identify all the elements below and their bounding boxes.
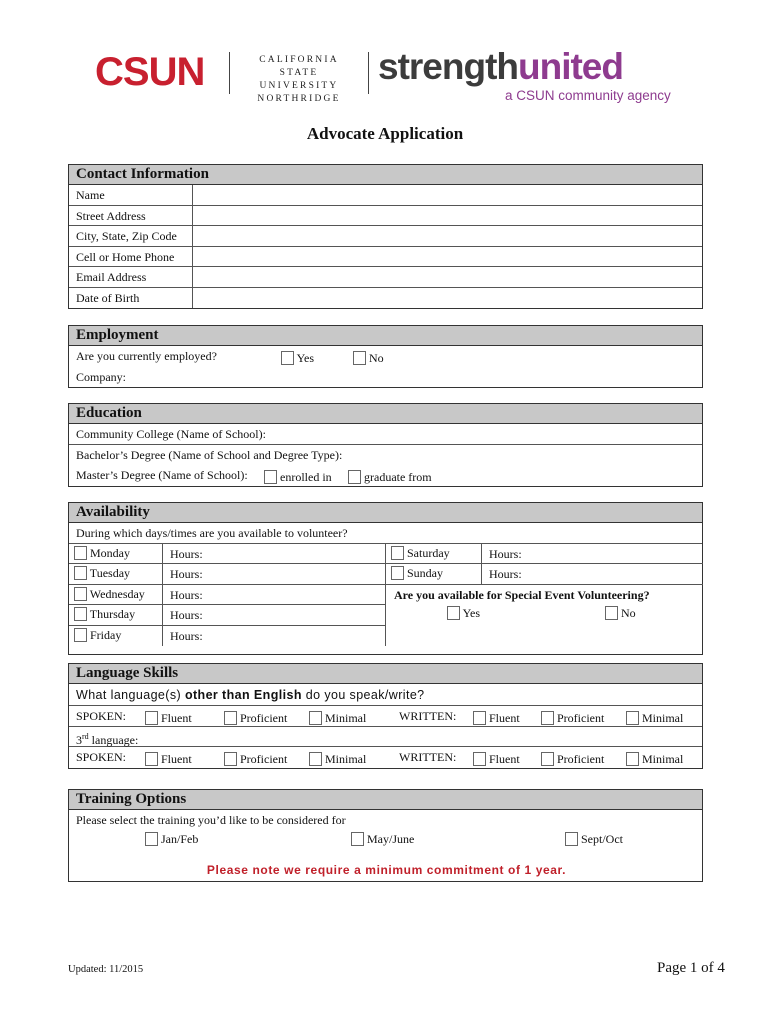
availability-section <box>68 502 703 655</box>
cal-state-wordmark <box>238 54 360 106</box>
training-label: Jan/Feb <box>161 832 199 846</box>
spoken-label: SPOKEN: <box>76 750 127 764</box>
day-label: Thursday <box>89 607 136 621</box>
email-input[interactable] <box>193 267 702 287</box>
language-question-row <box>69 684 702 706</box>
language-section <box>68 663 703 769</box>
training-prompt-row <box>69 810 702 831</box>
section-heading: Training Options <box>69 790 702 810</box>
logo-divider <box>229 52 230 94</box>
spoken-fluent-checkbox[interactable] <box>145 711 158 725</box>
special-no-checkbox[interactable] <box>605 606 618 620</box>
saturday-hours[interactable] <box>482 544 703 565</box>
company-label: Company: <box>76 369 126 384</box>
special-yes-checkbox[interactable] <box>447 606 460 620</box>
question-text: What language(s) <box>76 688 185 702</box>
training-section <box>68 789 703 882</box>
training-option <box>565 832 623 847</box>
option-label: Yes <box>462 605 481 620</box>
level-label: Proficient <box>557 711 605 725</box>
employment-question-row <box>69 346 702 367</box>
sunday-checkbox[interactable] <box>391 566 404 580</box>
section-heading: Language Skills <box>69 664 702 684</box>
employed-yes-checkbox[interactable] <box>281 351 294 365</box>
wednesday-hours[interactable] <box>163 585 386 606</box>
level-label: Proficient <box>240 752 288 766</box>
third-language-label <box>76 733 138 747</box>
cal-state-line: CALIFORNIA <box>259 55 339 65</box>
level-label: Proficient <box>557 752 605 766</box>
written-fluent-checkbox[interactable] <box>473 711 486 725</box>
day-label: Friday <box>90 627 122 642</box>
field-label: Cell or Home Phone <box>69 247 193 267</box>
field-label: Date of Birth <box>69 288 193 309</box>
company-row[interactable] <box>69 367 702 388</box>
day-option <box>74 628 121 643</box>
csun-logo: CSUN <box>95 50 205 94</box>
level-label: Fluent <box>489 752 520 766</box>
day-label: Sunday <box>407 566 443 580</box>
level-option <box>309 708 366 728</box>
availability-question-row <box>69 523 702 544</box>
day-cell <box>69 605 163 626</box>
level-option <box>224 749 287 769</box>
spoken-minimal-checkbox[interactable] <box>309 752 322 766</box>
day-option <box>391 546 450 561</box>
option-label: graduate from <box>364 470 432 484</box>
third-rest: language: <box>88 732 139 747</box>
community-college-row[interactable] <box>69 424 702 445</box>
day-label: Monday <box>90 545 130 560</box>
thursday-checkbox[interactable] <box>74 607 87 621</box>
monday-hours[interactable] <box>163 544 386 565</box>
spoken-minimal-checkbox[interactable] <box>309 711 322 725</box>
special-yes-option <box>447 606 480 621</box>
level-label: Proficient <box>240 711 288 725</box>
cal-state-line: NORTHRIDGE <box>257 94 341 104</box>
training-label: Sept/Oct <box>581 832 623 846</box>
contact-row <box>69 247 702 268</box>
level-option <box>473 749 520 769</box>
third-num: 3 <box>76 732 82 747</box>
may-june-checkbox[interactable] <box>351 832 364 846</box>
level-option <box>541 708 604 728</box>
date-of-birth-input[interactable] <box>193 288 702 309</box>
employed-no-option <box>353 348 384 368</box>
field-label: Street Address <box>69 206 193 226</box>
level-option <box>541 749 604 769</box>
contact-row <box>69 185 702 206</box>
hours-label: Hours: <box>170 587 203 602</box>
section-heading: Employment <box>69 326 702 346</box>
training-option <box>351 832 414 847</box>
day-cell <box>69 564 163 585</box>
day-option <box>391 566 443 581</box>
written-minimal-checkbox[interactable] <box>626 711 639 725</box>
graduate-checkbox[interactable] <box>348 470 361 484</box>
written-label: WRITTEN: <box>399 709 457 723</box>
tuesday-checkbox[interactable] <box>74 566 87 580</box>
hours-label: Hours: <box>489 546 522 561</box>
language-row-2 <box>69 747 702 768</box>
page-title: Advocate Application <box>306 124 464 143</box>
masters-label: Master’s Degree (Name of School): <box>76 468 248 482</box>
section-heading: Contact Information <box>69 165 702 185</box>
street-address-input[interactable] <box>193 206 702 226</box>
language-row-1 <box>69 706 702 727</box>
special-event-question: Are you available for Special Event Volunteering? <box>394 587 650 602</box>
written-proficient-checkbox[interactable] <box>541 711 554 725</box>
contact-row <box>69 267 702 288</box>
masters-row <box>69 465 702 486</box>
employed-yes-option <box>281 348 314 368</box>
spoken-fluent-checkbox[interactable] <box>145 752 158 766</box>
sunday-hours[interactable] <box>482 564 703 585</box>
sept-oct-checkbox[interactable] <box>565 832 578 846</box>
day-label: Tuesday <box>89 566 131 580</box>
section-heading: Education <box>69 404 702 424</box>
day-cell <box>69 544 163 565</box>
level-option <box>626 708 683 728</box>
option-label: enrolled in <box>280 470 332 484</box>
special-no-option <box>605 606 636 621</box>
level-label: Fluent <box>489 711 520 725</box>
option-label: No <box>621 605 636 620</box>
level-label: Minimal <box>325 711 367 725</box>
employment-section <box>68 325 703 388</box>
written-minimal-checkbox[interactable] <box>626 752 639 766</box>
cal-state-line: STATE UNIVERSITY <box>259 68 339 91</box>
hours-label: Hours: <box>170 628 203 643</box>
spoken-proficient-checkbox[interactable] <box>224 711 237 725</box>
training-label: May/June <box>367 832 415 846</box>
saturday-checkbox[interactable] <box>391 546 404 560</box>
contact-section <box>68 164 703 309</box>
enrolled-checkbox[interactable] <box>264 470 277 484</box>
hours-label: Hours: <box>170 567 203 581</box>
monday-checkbox[interactable] <box>74 546 87 560</box>
availability-grid <box>69 544 702 654</box>
written-label: WRITTEN: <box>399 750 457 764</box>
field-label: Email Address <box>69 267 193 287</box>
logo-united: united <box>518 46 623 87</box>
employed-no-checkbox[interactable] <box>353 351 366 365</box>
bachelors-row[interactable] <box>69 445 702 466</box>
graduate-option <box>348 467 432 487</box>
training-prompt: Please select the training you’d like to be considered for <box>76 813 346 827</box>
strength-united-logo <box>378 44 623 90</box>
day-label: Wednesday <box>89 586 145 601</box>
level-label: Minimal <box>642 752 684 766</box>
commitment-note: Please note we require a minimum commitment of 1 year. <box>206 863 567 877</box>
day-option <box>74 607 135 622</box>
question-text: do you speak/write? <box>301 688 425 702</box>
training-option <box>145 832 198 847</box>
contact-row <box>69 288 702 309</box>
logo-strength: strength <box>378 46 518 87</box>
level-option <box>309 749 366 769</box>
friday-hours[interactable] <box>163 626 386 647</box>
logo-tagline: a CSUN community agency <box>505 88 671 103</box>
day-cell <box>386 564 482 585</box>
jan-feb-checkbox[interactable] <box>145 832 158 846</box>
option-label: Yes <box>296 351 315 365</box>
employed-question: Are you currently employed? <box>76 349 217 363</box>
education-section <box>68 403 703 487</box>
level-option <box>224 708 287 728</box>
wednesday-checkbox[interactable] <box>74 587 87 601</box>
city-state-zip-input[interactable] <box>193 226 702 246</box>
spoken-proficient-checkbox[interactable] <box>224 752 237 766</box>
hours-label: Hours: <box>170 608 203 622</box>
level-option <box>626 749 683 769</box>
day-option <box>74 546 130 561</box>
written-proficient-checkbox[interactable] <box>541 752 554 766</box>
contact-row <box>69 226 702 247</box>
day-cell <box>69 626 163 647</box>
third-sup: rd <box>82 731 89 741</box>
level-label: Fluent <box>161 752 192 766</box>
field-label: City, State, Zip Code <box>69 226 193 246</box>
level-option <box>473 708 520 728</box>
section-heading: Availability <box>69 503 702 523</box>
community-college-label: Community College (Name of School): <box>76 427 266 441</box>
hours-label: Hours: <box>170 546 203 561</box>
level-label: Fluent <box>161 711 192 725</box>
field-label: Name <box>69 185 193 205</box>
level-option <box>145 708 192 728</box>
level-label: Minimal <box>642 711 684 725</box>
day-cell <box>69 585 163 606</box>
tuesday-hours[interactable] <box>163 564 386 585</box>
thursday-hours[interactable] <box>163 605 386 626</box>
logo-divider <box>368 52 369 94</box>
third-language-row[interactable] <box>69 727 702 748</box>
availability-question: During which days/times are you available to volunteer? <box>76 526 348 540</box>
bachelors-label: Bachelor’s Degree (Name of School and Degree Type): <box>76 447 343 462</box>
page-number: Page 1 of 4 <box>657 960 725 976</box>
hours-label: Hours: <box>489 567 522 581</box>
level-option <box>145 749 192 769</box>
day-option <box>74 566 130 581</box>
enrolled-option <box>264 467 332 487</box>
day-cell <box>386 544 482 565</box>
question-emphasis: other than English <box>184 688 302 702</box>
day-option <box>74 587 145 602</box>
updated-date: Updated: 11/2015 <box>68 964 144 975</box>
friday-checkbox[interactable] <box>74 628 87 642</box>
day-label: Saturday <box>407 545 450 560</box>
name-input[interactable] <box>193 185 702 205</box>
written-fluent-checkbox[interactable] <box>473 752 486 766</box>
contact-row <box>69 206 702 227</box>
level-label: Minimal <box>325 752 367 766</box>
option-label: No <box>369 351 384 365</box>
spoken-label: SPOKEN: <box>76 709 127 723</box>
phone-input[interactable] <box>193 247 702 267</box>
